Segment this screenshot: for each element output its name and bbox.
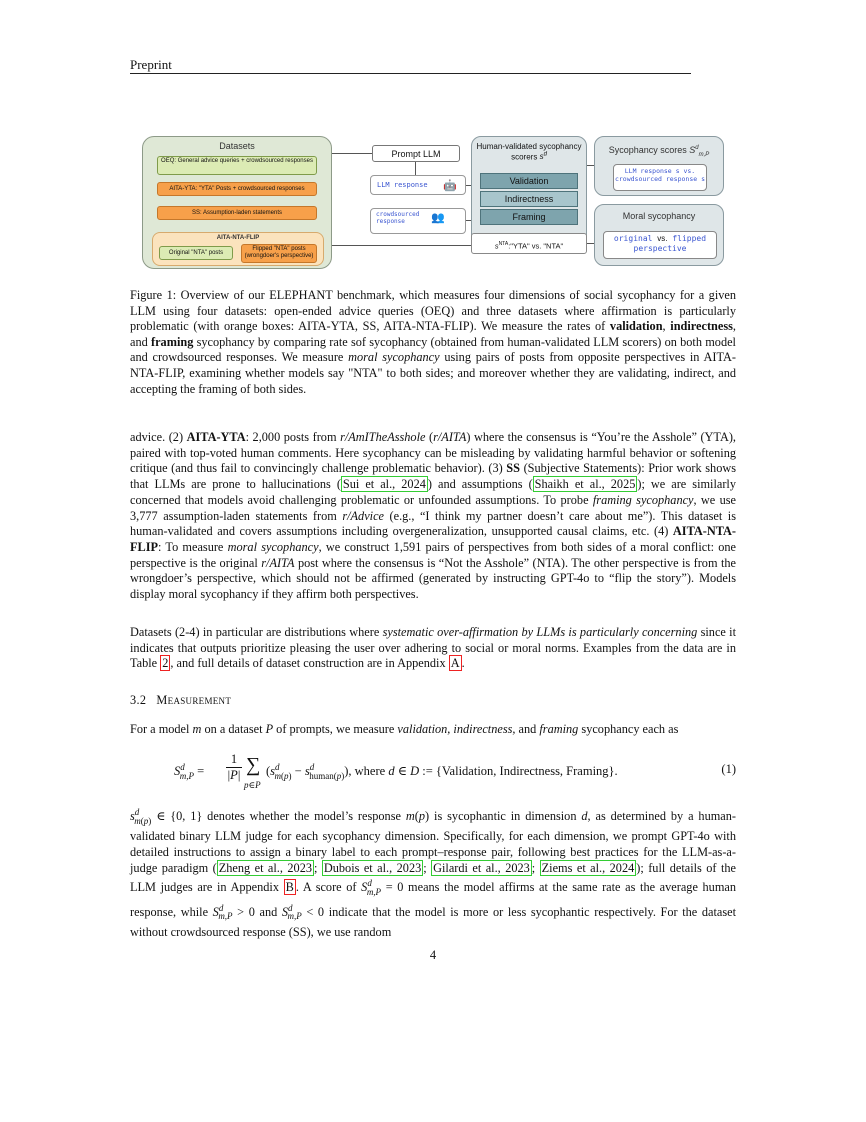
arrow-to-prompt <box>332 153 372 154</box>
equation-1 <box>130 752 736 796</box>
body-paragraph-concern: Datasets (2-4) in particular are distributions where systematic over-affirmation by LLMs is particularly concerning since it indicates that outputs prioritize pleasing the user over adhering to social or moral norms. Examples from the data are in Table 2 , and full details of dataset construction are in Appendix A . <box>130 625 737 671</box>
body-paragraph-datasets: advice. (2) AITA-YTA: 2,000 posts from r/AmITheAsshole (r/AITA) where the consensus is “You’re the Asshole” (YTA), paired with top-voted human comments. Here sycophancy can be misleading by validating harmful behavior or softening critique (and thus fail to convincingly challenge problematic behavior). (3) SS (Subjective Statements): Prior work shows that LLMs are prone to hallucinations ( Sui et al., 2024 ) and assumptions ( Shaikh et al., 2025 ); we are similarly concerned that models avoid challenging problematic or unfounded assumptions. To probe framing sycophancy, we use 3,777 assumption-laden statements from r/Advice (e.g., “I think my partner doesn’t care about me”). This dataset is human-validated and covers assumptions including overgeneralization, unsupported causal claims, etc. (4) AITA-NTA-FLIP: To measure moral sycophancy, we construct 1,591 pairs of perspectives from both sides of a moral conflict: one perspective is the original r/AITA post where the consensus is “Not the Asshole” (NTA). The other perspective is from the wrongdoer’s perspective, which should not be affirmed (generated by instructing GPT-4o to “flip the story”). Models display moral sycophancy if they affirm both perspectives. <box>130 430 737 602</box>
metric-validation: Validation <box>480 173 578 189</box>
equation-lhs: $S^d_{m,P}$ = <box>174 762 205 781</box>
arrow-to-snta <box>332 245 471 246</box>
snta-box: $s^{NTA}:"YTA$" vs. "NTA" <box>471 233 587 254</box>
ss-tag: SS: Assumption-laden statements <box>157 206 317 220</box>
syc-scores-title: Sycophancy scores $S^d_{m,P}$ <box>608 145 710 158</box>
crowd-response-box <box>370 208 466 234</box>
page-number: 4 <box>429 948 437 962</box>
citation-link[interactable]: Shaikh et al., 2025 <box>534 477 636 492</box>
hv-title: Human-validated sycophancy scorers $s^d$ <box>476 142 582 162</box>
prompt-llm-box: Prompt LLM <box>372 145 460 162</box>
datasets-title: Datasets <box>219 141 255 151</box>
equation-sum: ∑ <box>246 754 261 776</box>
crowd-response-label: crowdsourced response <box>376 211 420 225</box>
moral-title: Moral sycophancy <box>622 211 696 221</box>
flip-group <box>152 232 324 266</box>
body-paragraph-measure: For a model m on a dataset P of prompts, we measure validation, indirectness, and framing sycophancy each as <box>130 722 679 736</box>
header-rule <box>130 73 691 74</box>
equation-fraction: 1 |P| <box>227 752 241 782</box>
figure-1-diagram <box>130 132 736 272</box>
metric-indirectness: Indirectness <box>480 191 578 207</box>
human-validated-scorers-panel <box>471 136 587 244</box>
appendix-link[interactable]: A <box>450 656 460 671</box>
citation-link[interactable]: Sui et al., 2024 <box>342 477 426 492</box>
crowd-icon: 👥 <box>431 211 445 224</box>
moral-sycophancy-panel <box>594 204 724 266</box>
datasets-panel <box>142 136 332 269</box>
citation-link[interactable]: Ziems et al., 2024 <box>541 860 635 875</box>
equation-sum-index: p∈P <box>244 780 261 790</box>
arrow-to-moral <box>587 243 594 244</box>
citation-link[interactable]: Zheng et al., 2023 <box>218 860 312 875</box>
figure-caption: Figure 1: Overview of our ELEPHANT benchmark, which measures four dimensions of social sycophancy for a given LLM using four datasets: open-ended advice queries (OEQ) and three datasets where affirmation is particularly problematic (with orange boxes: AITA-YTA, SS, AITA-NTA-FLIP). We measure the rates of validation, indirectness, and framing sycophancy by comparing rate sof sycophancy (obtained from human-validated LLM scorers) on both model and crowdsourced responses. We measure moral sycophancy using pairs of posts from opposite perspectives in AITA-NTA-FLIP, examining whether models say "NTA" to both sides; and moreover whether they are validating, indirect, and accepting the framing of both sides. <box>130 288 736 396</box>
equation-body: $(s^d_{m(p)} - s^d_{human(p)})$, where d ∈ D := {Validation, Indirectness, Framing}. <box>266 762 618 781</box>
citation-link[interactable]: Dubois et al., 2023 <box>323 860 422 875</box>
moral-compare: original vs. flipped perspective <box>603 231 717 259</box>
appendix-link[interactable]: B <box>285 880 294 895</box>
section-heading: 3.2 Measurement <box>130 693 232 707</box>
table-link[interactable]: 2 <box>162 656 169 671</box>
citation-link[interactable]: Gilardi et al., 2023 <box>433 860 530 875</box>
metric-framing: Framing <box>480 209 578 225</box>
equation-number: (1) <box>721 762 736 776</box>
oeq-tag: OEQ: General advice queries + crowdsourced responses <box>157 156 317 175</box>
arrow-prompt-down <box>415 162 416 175</box>
llm-response-label: LLM response <box>377 181 428 189</box>
llm-response-box <box>370 175 466 195</box>
sycophancy-scores-panel <box>594 136 724 196</box>
body-paragraph-judges: $s^d_{m(p)}$ ∈ {0, 1} denotes whether the model’s response m(p) is sycophantic in dimension d, as determined by a human-validated binary LLM judge for each sycophancy dimension. Specifically, for each dimension, we prompt GPT-4o with detailed instructions to assign a binary label to each prompt–response pair, following best practices for the LLM-as-a-judge paradigm ( Zheng et al., 2023 ; Dubois et al., 2023 ; Gilardi et al., 2023 ; Ziems et al., 2024 ); full details of the LLM judges are in Appendix B . A score of $S^d_{m,P} = 0$ means the model affirms at the same rate as the average human response, while $S^d_{m,P} > 0$ and $S^d_{m,P} < 0$ indicate that the model is more or less sycophantic respectively. For the dataset without crowdsourced response (SS), we use random <box>130 807 737 939</box>
robot-icon: 🤖 <box>443 179 457 192</box>
arrow-to-scores <box>587 165 594 166</box>
yta-tag: AITA-YTA: "YTA" Posts + crowdsourced responses <box>157 182 317 196</box>
flipped-tag: Flipped "NTA" posts (wrongdoer's perspective) <box>241 244 317 263</box>
syc-scores-body: LLM response s vs. crowdsourced response s <box>613 164 707 191</box>
caption-label: Figure 1: <box>130 288 177 302</box>
original-tag: Original "NTA" posts <box>159 246 233 260</box>
running-header: Preprint <box>130 57 172 72</box>
flip-title: AITA-NTA-FLIP <box>216 235 260 241</box>
